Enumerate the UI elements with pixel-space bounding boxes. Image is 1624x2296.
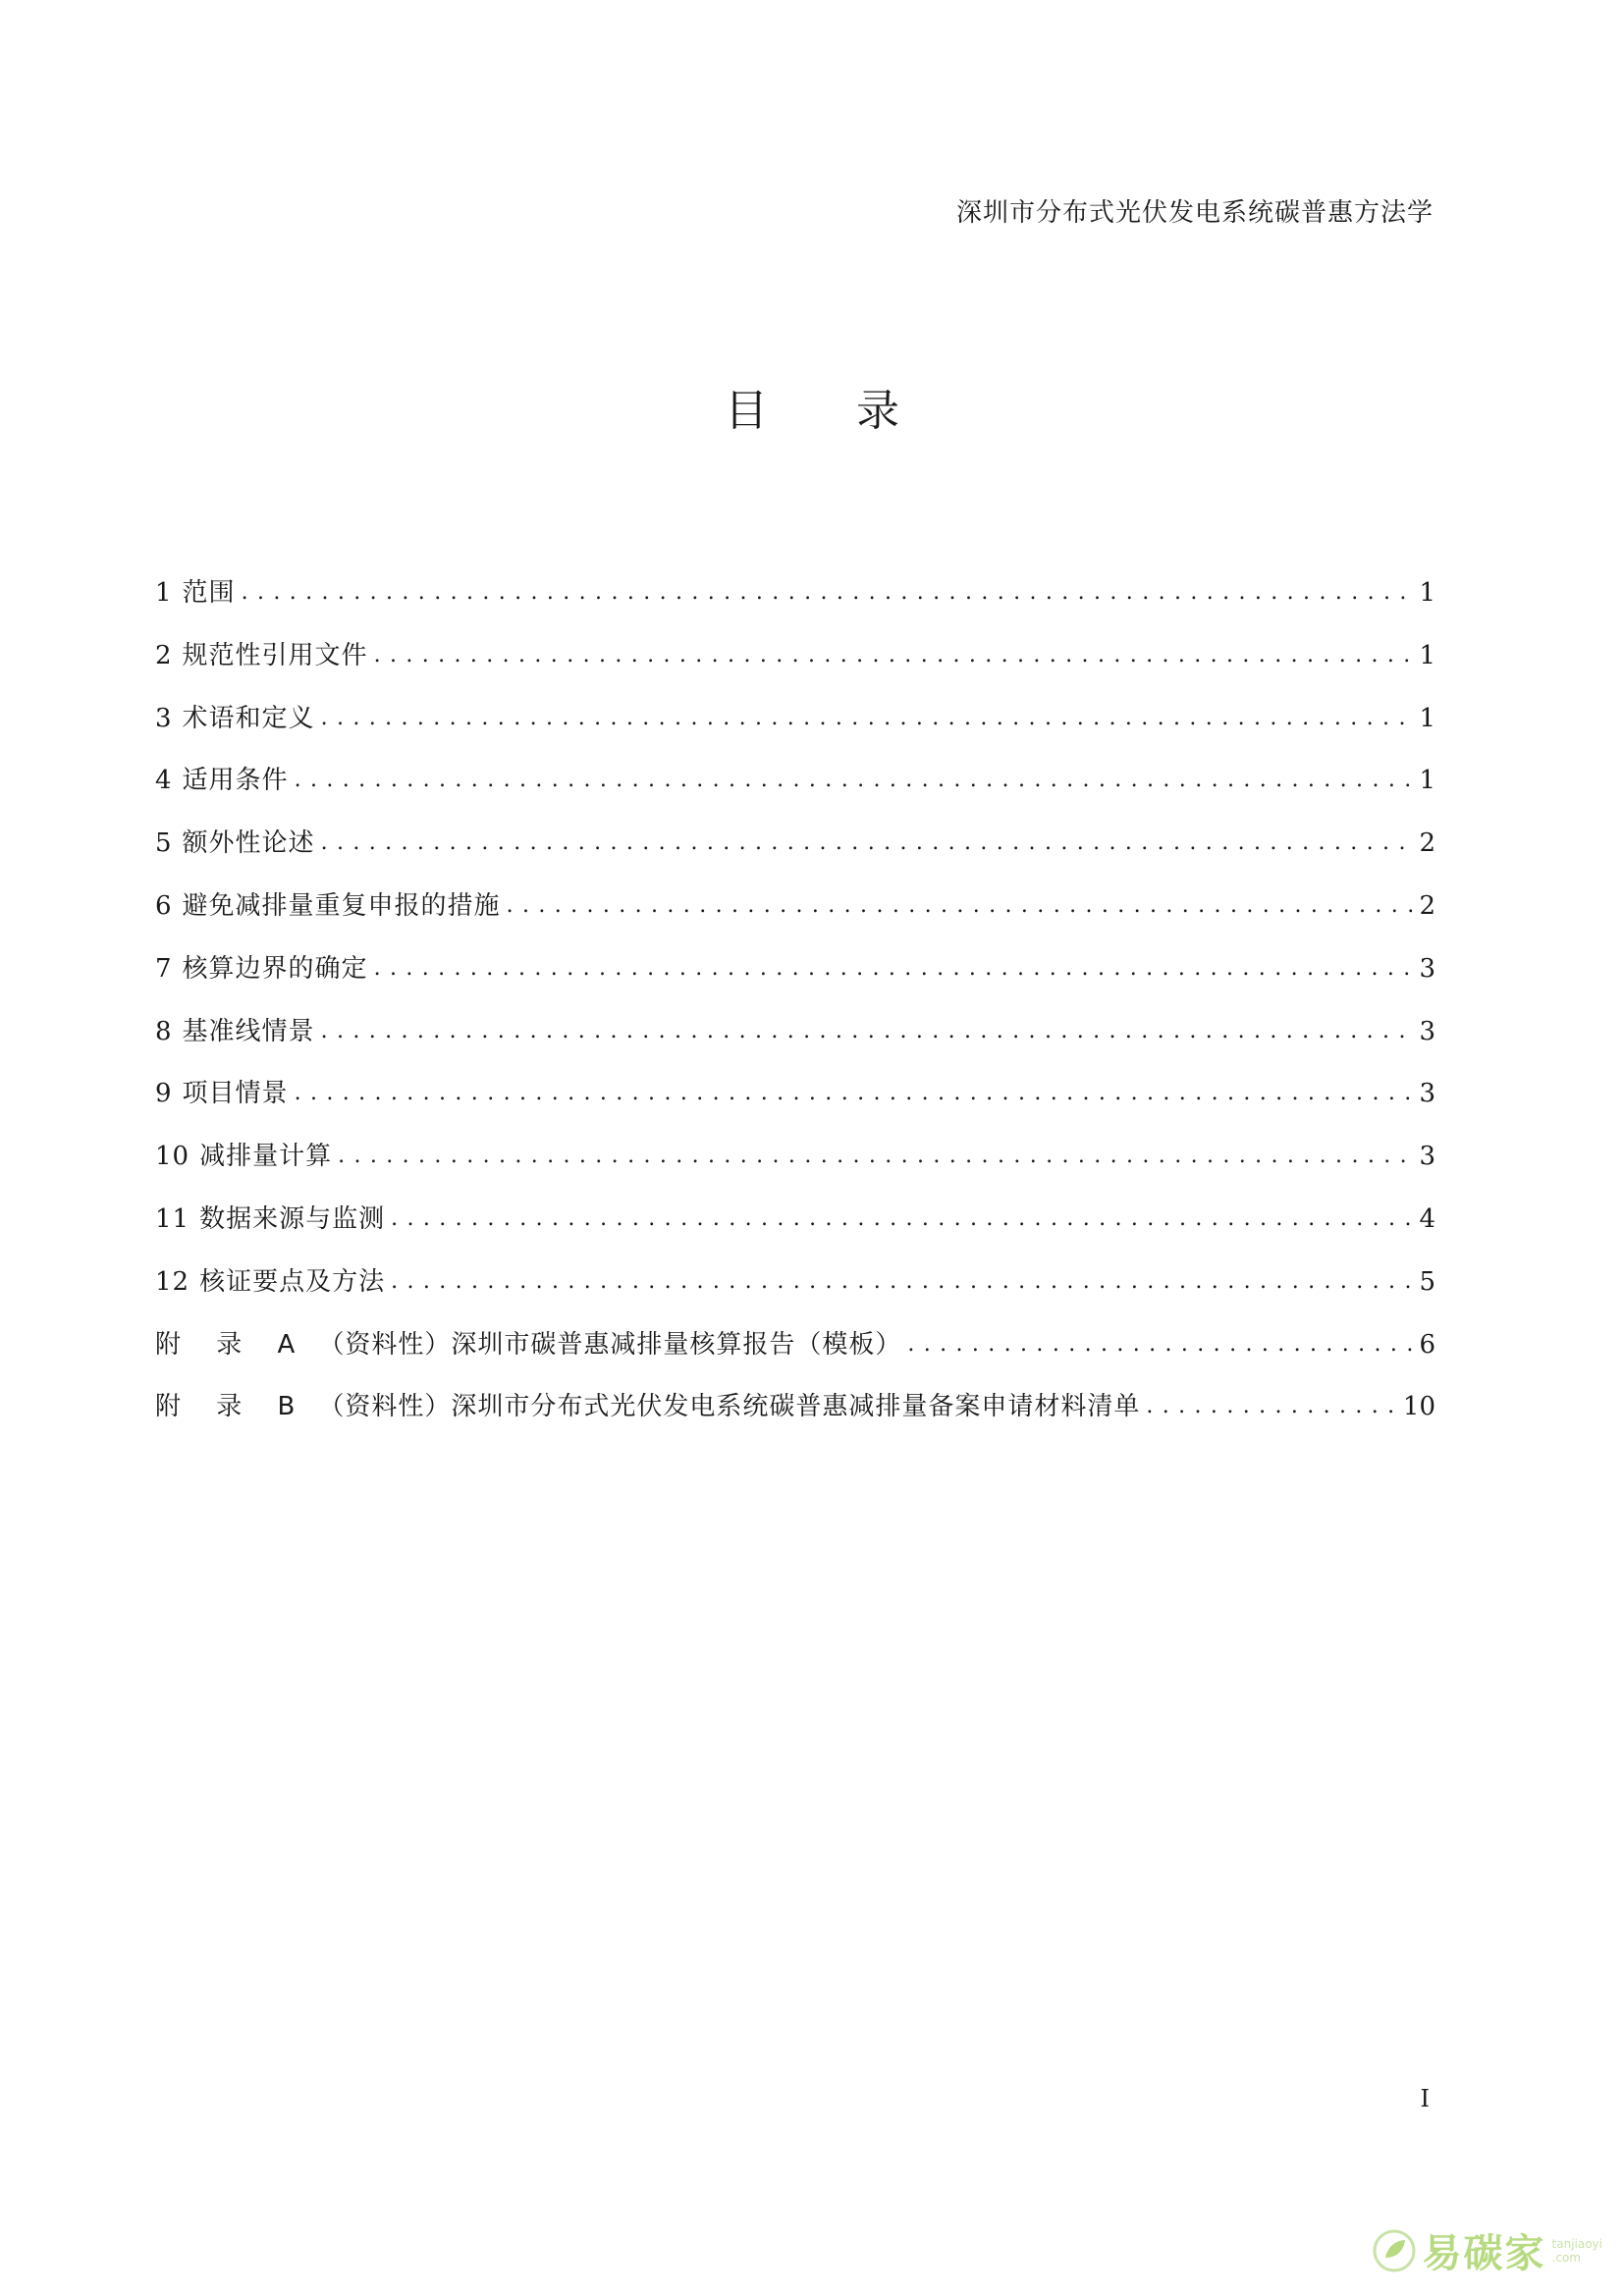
toc-entry-page: 6 — [1419, 1329, 1435, 1360]
toc-entry-appendix[interactable] — [155, 1325, 1435, 1388]
toc-entry-title: 额外性论述 — [182, 828, 315, 859]
toc-entry-title: 基准线情景 — [182, 1016, 315, 1046]
leaf-logo-icon — [1372, 2228, 1417, 2273]
toc-entry-number: 5 — [155, 828, 173, 859]
toc-entry-number: 8 — [155, 1016, 173, 1046]
toc-entry-number: 1 — [155, 578, 173, 608]
toc-entry-label — [155, 636, 368, 675]
toc-entry-title: 项目情景 — [182, 1079, 289, 1109]
toc-entry[interactable] — [155, 1137, 1435, 1200]
toc-entry[interactable] — [155, 949, 1435, 1012]
toc-entry-label — [155, 1387, 1140, 1426]
dot-leader — [391, 1198, 1413, 1239]
dot-leader — [242, 571, 1414, 613]
toc-entry[interactable] — [155, 824, 1435, 886]
dot-leader — [338, 1135, 1413, 1176]
toc-entry-page: 2 — [1419, 828, 1435, 859]
toc-entry-label — [155, 699, 315, 738]
toc-entry-page: 3 — [1419, 1142, 1435, 1172]
toc-entry-number: 3 — [155, 703, 173, 733]
toc-entry-number: 9 — [155, 1079, 173, 1109]
toc-entry-number: 6 — [155, 890, 173, 921]
toc-entry[interactable] — [155, 761, 1435, 824]
toc-entry-number: 附 录 A — [155, 1329, 309, 1360]
toc-entry-number: 4 — [155, 766, 173, 796]
toc-entry-label — [155, 761, 289, 800]
toc-entry-label — [155, 1137, 332, 1176]
toc-entry-number: 10 — [155, 1142, 190, 1172]
toc-entry-label — [155, 1325, 901, 1364]
dot-leader — [507, 884, 1414, 926]
toc-entry-number: 附 录 B — [155, 1392, 309, 1422]
toc-entry-page: 1 — [1419, 578, 1435, 608]
toc-entry-page: 1 — [1419, 703, 1435, 733]
toc-entry-page: 3 — [1419, 1079, 1435, 1109]
watermark-domain — [1552, 2237, 1602, 2265]
toc-entry-number: 2 — [155, 640, 173, 670]
toc-entry-number: 12 — [155, 1266, 190, 1297]
dot-leader — [295, 1072, 1414, 1113]
table-of-contents — [155, 573, 1435, 1450]
toc-entry-title: 适用条件 — [182, 766, 289, 796]
toc-entry-page: 5 — [1419, 1266, 1435, 1297]
toc-entry-title: 核算边界的确定 — [182, 953, 368, 984]
toc-entry-page: 4 — [1419, 1203, 1435, 1234]
toc-entry-number: 11 — [155, 1203, 190, 1234]
toc-entry-label — [155, 1074, 289, 1113]
watermark — [1372, 2222, 1602, 2278]
toc-entry[interactable] — [155, 1012, 1435, 1075]
toc-entry-label — [155, 886, 501, 926]
toc-entry-number: 7 — [155, 953, 173, 984]
toc-entry-title: 数据来源与监测 — [199, 1203, 386, 1234]
toc-entry[interactable] — [155, 1200, 1435, 1262]
toc-entry[interactable] — [155, 886, 1435, 949]
watermark-domain-line: .com — [1551, 2250, 1581, 2265]
toc-entry-title: 规范性引用文件 — [182, 640, 368, 670]
toc-entry-title: 术语和定义 — [182, 703, 315, 733]
toc-title: 目录 — [725, 386, 988, 436]
toc-entry-title: 核证要点及方法 — [199, 1266, 386, 1297]
toc-entry[interactable] — [155, 636, 1435, 699]
toc-entry[interactable] — [155, 1262, 1435, 1325]
dot-leader — [321, 822, 1414, 863]
toc-entry-title: （资料性）深圳市碳普惠减排量核算报告（模板） — [318, 1329, 902, 1360]
running-header: 深圳市分布式光伏发电系统碳普惠方法学 — [955, 198, 1434, 228]
toc-entry-page: 3 — [1419, 953, 1435, 984]
dot-leader — [374, 947, 1414, 988]
dot-leader — [295, 759, 1414, 800]
page-number: I — [1420, 2085, 1430, 2112]
toc-entry-label — [155, 949, 368, 988]
toc-entry-page: 1 — [1419, 640, 1435, 670]
toc-entry[interactable] — [155, 573, 1435, 636]
toc-entry-label — [155, 1262, 385, 1302]
toc-entry-title: 范围 — [182, 578, 236, 608]
dot-leader — [321, 697, 1414, 738]
toc-entry[interactable] — [155, 699, 1435, 762]
toc-entry-label — [155, 824, 315, 863]
toc-entry[interactable] — [155, 1074, 1435, 1137]
toc-entry-label — [155, 573, 236, 613]
dot-leader — [321, 1010, 1414, 1051]
toc-entry-appendix[interactable] — [155, 1387, 1435, 1450]
dot-leader — [374, 634, 1414, 675]
toc-entry-page: 3 — [1419, 1016, 1435, 1046]
dot-leader — [907, 1323, 1413, 1364]
toc-entry-title: 避免减排量重复申报的措施 — [182, 890, 501, 921]
watermark-brand: 易碳家 — [1422, 2231, 1546, 2276]
watermark-domain-line: tanjiaoyi — [1551, 2236, 1602, 2251]
toc-entry-title: 减排量计算 — [199, 1142, 333, 1172]
toc-entry-page: 10 — [1402, 1392, 1435, 1422]
toc-entry-title: （资料性）深圳市分布式光伏发电系统碳普惠减排量备案申请材料清单 — [318, 1392, 1141, 1422]
toc-entry-label — [155, 1012, 315, 1051]
dot-leader — [391, 1260, 1413, 1302]
dot-leader — [1146, 1385, 1397, 1426]
toc-entry-page: 2 — [1419, 890, 1435, 921]
toc-entry-page: 1 — [1419, 766, 1435, 796]
toc-entry-label — [155, 1200, 385, 1239]
